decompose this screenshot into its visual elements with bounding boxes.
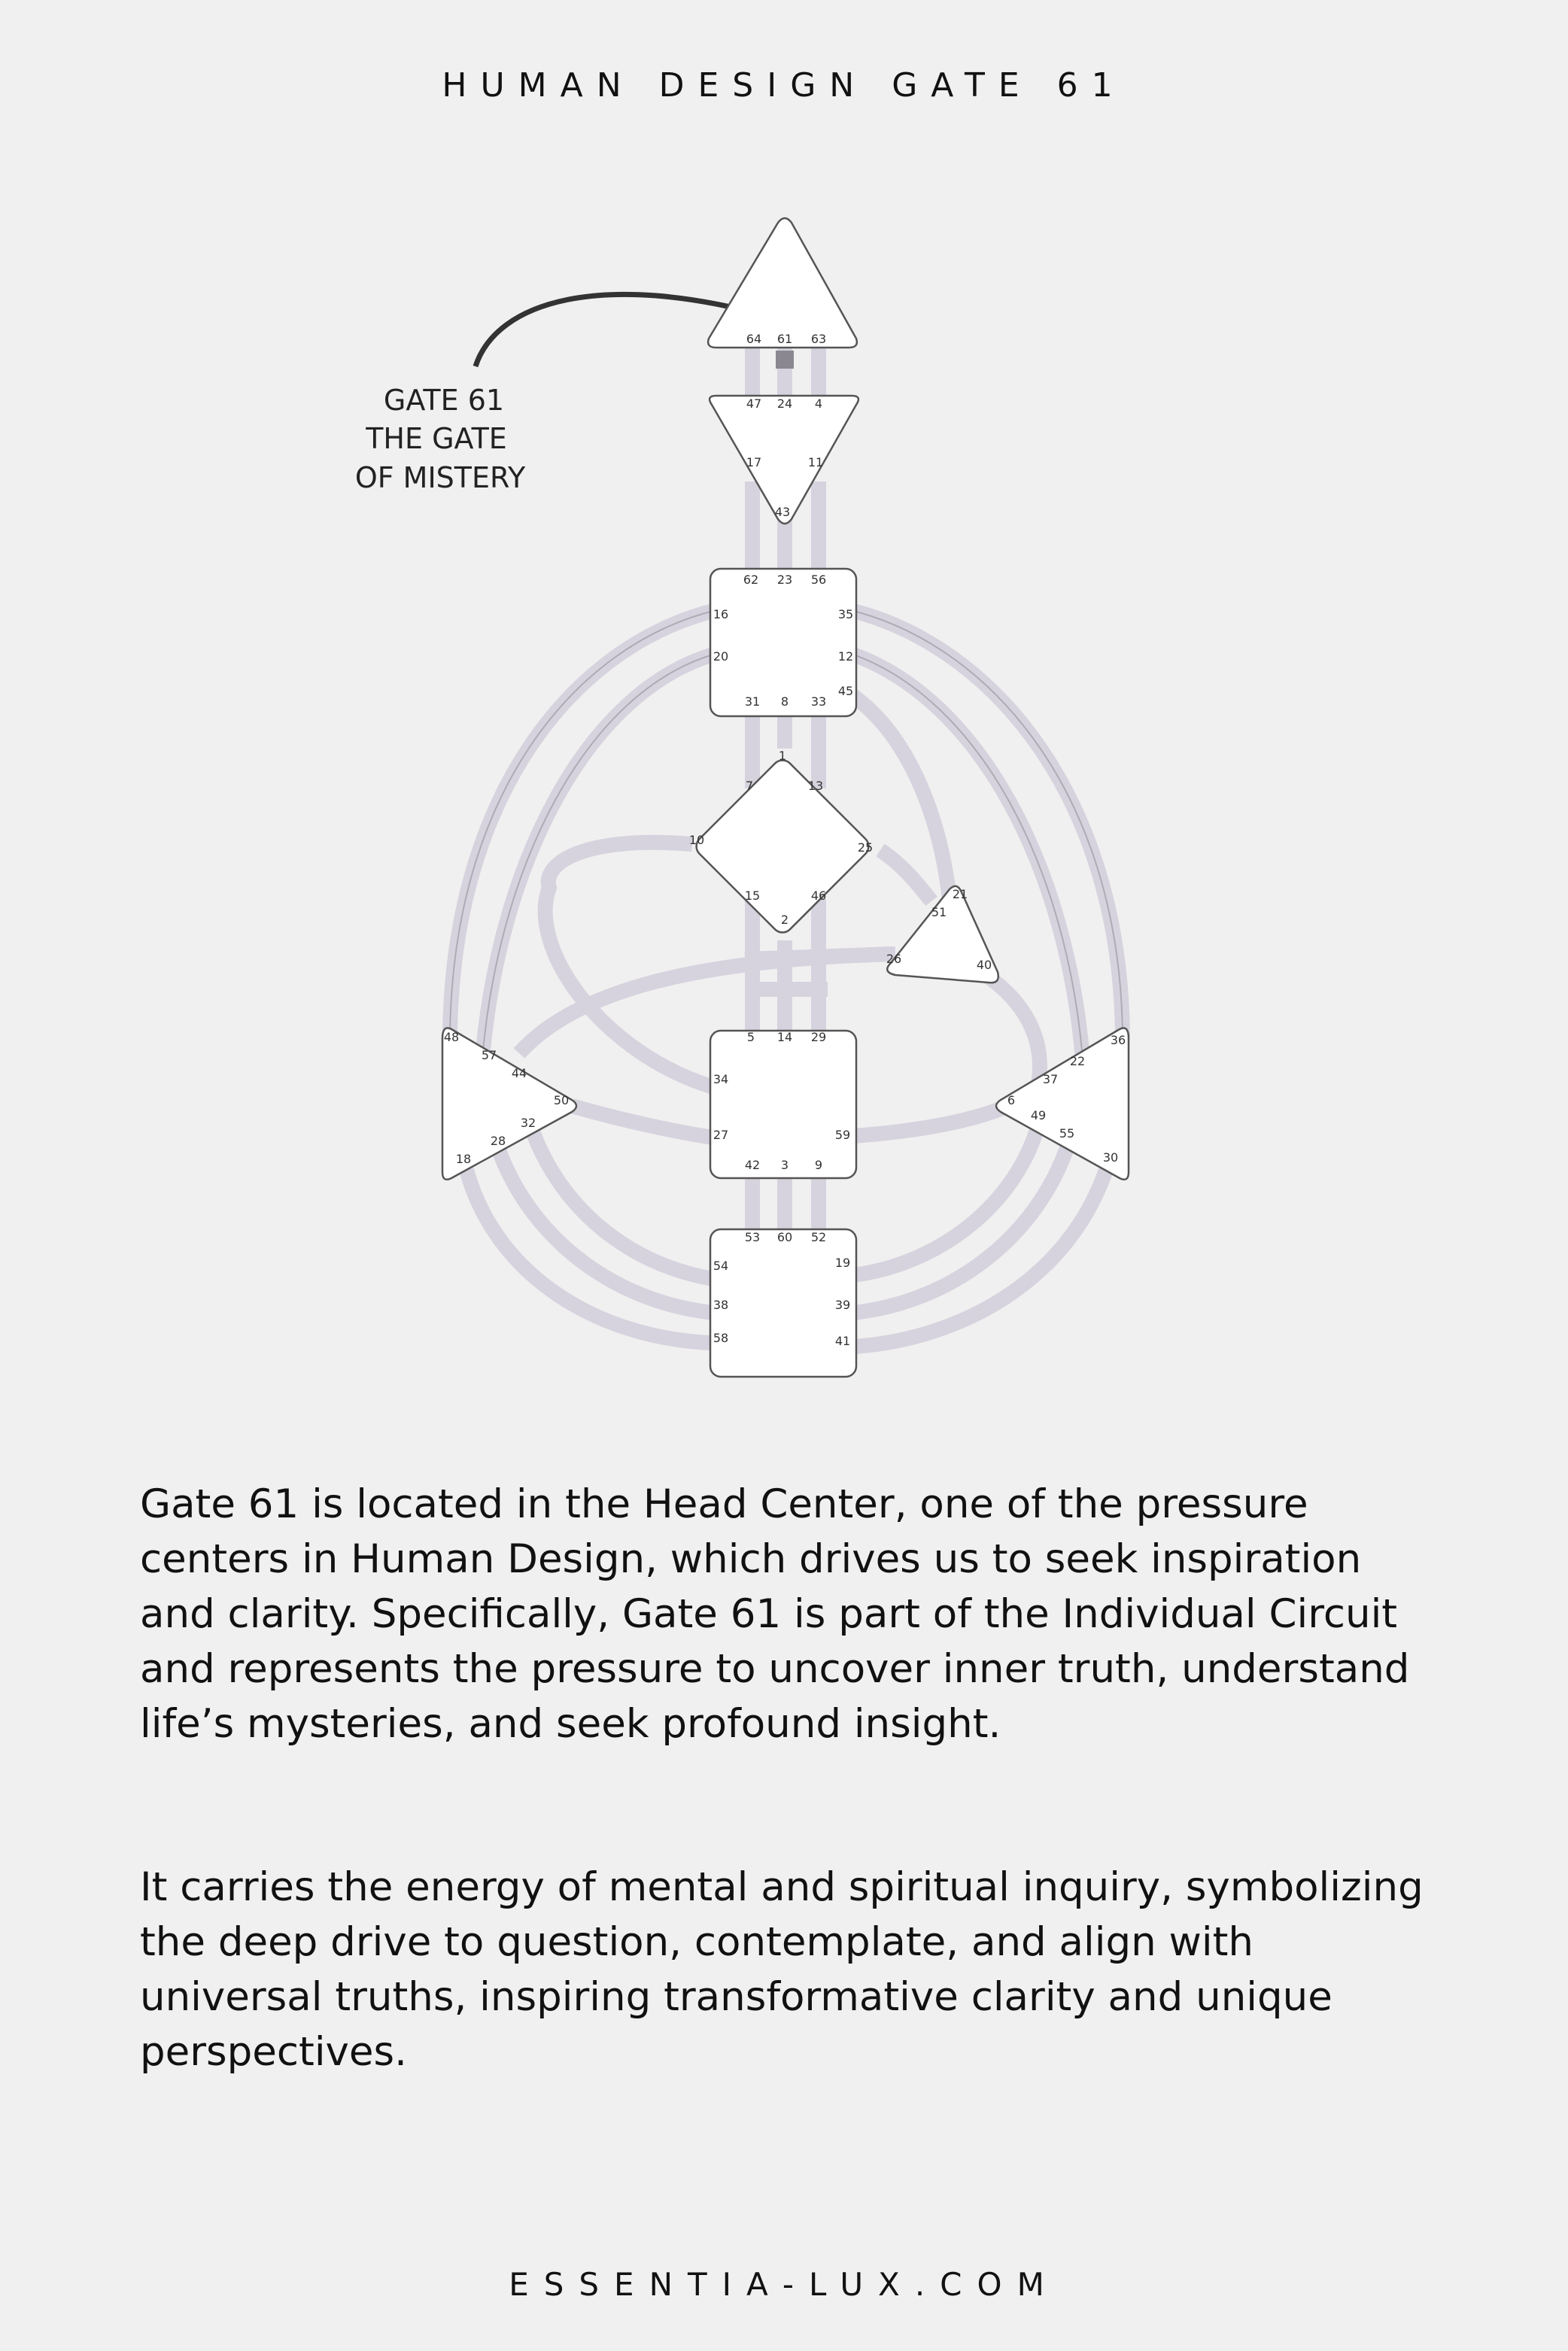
gate-number-5: 5 — [746, 1030, 755, 1044]
gate-number-62: 62 — [743, 573, 759, 587]
paragraph-2: It carries the energy of mental and spiritual inquiry, symbolizing the deep drive to question, contemplate, and align with universal truths, inspiring transformative clarity and unique perspectives. — [140, 1864, 1424, 2075]
gate-number-46: 46 — [810, 888, 827, 903]
gate-number-27: 27 — [713, 1128, 729, 1142]
gate-number-2: 2 — [780, 913, 789, 927]
gate-number-19: 19 — [834, 1256, 851, 1270]
gate-number-29: 29 — [810, 1030, 827, 1044]
footer-website: ESSENTIA-LUX.COM — [509, 2266, 1059, 2303]
gate-number-8: 8 — [780, 694, 789, 709]
gate-number-64: 64 — [746, 332, 762, 346]
paragraph-1: Gate 61 is located in the Head Center, one of the pressure centers in Human Design, which drives us to seek inspiration and clarity. Specifically, Gate 61 is part of the Individual Circuit and represents the pressure to uncover inner truth, understand life’s mysteries, and seek profound insight. — [140, 1481, 1410, 1747]
gate-number-39: 39 — [834, 1298, 851, 1312]
channel-10-34 — [545, 843, 713, 1087]
gate-number-51: 51 — [931, 905, 947, 919]
page-title: HUMAN DESIGN GATE 61 — [442, 66, 1126, 105]
gate-number-14: 14 — [776, 1030, 793, 1044]
gate-number-34: 34 — [713, 1072, 729, 1086]
channel-40-37 — [986, 975, 1040, 1083]
gate-number-58: 58 — [713, 1331, 729, 1345]
gate-number-57: 57 — [481, 1048, 497, 1062]
gate-number-59: 59 — [834, 1128, 851, 1142]
channel-25-51 — [880, 850, 931, 901]
channel-32-54 — [530, 1125, 713, 1279]
channel-49-19 — [853, 1125, 1038, 1275]
gate-61-highlight — [776, 351, 794, 369]
gate-number-26: 26 — [886, 952, 902, 966]
gate-number-15: 15 — [744, 888, 761, 903]
gate-number-38: 38 — [713, 1298, 729, 1312]
gate-number-20: 20 — [713, 649, 729, 664]
gate-number-30: 30 — [1102, 1150, 1119, 1165]
gate-number-37: 37 — [1042, 1072, 1059, 1086]
gate-number-24: 24 — [776, 396, 793, 411]
gate-number-42: 42 — [744, 1158, 761, 1172]
gate-number-52: 52 — [810, 1230, 827, 1244]
gate-number-47: 47 — [746, 396, 762, 411]
gate-number-10: 10 — [688, 833, 705, 847]
gate-number-13: 13 — [807, 779, 824, 793]
channel-50-27 — [572, 1106, 713, 1138]
callout-line-3: OF MISTERY — [354, 461, 526, 494]
gate-number-36: 36 — [1110, 1033, 1126, 1047]
gate-number-31: 31 — [744, 694, 761, 709]
gate-number-7: 7 — [745, 779, 754, 793]
gate-number-11: 11 — [807, 455, 824, 469]
gate-number-61: 61 — [776, 332, 793, 346]
gate-number-32: 32 — [520, 1116, 536, 1130]
gate-number-49: 49 — [1030, 1108, 1047, 1122]
gate-number-54: 54 — [713, 1259, 729, 1273]
gate-number-45: 45 — [837, 684, 854, 698]
callout-line-2: THE GATE — [366, 422, 507, 455]
head-center — [708, 218, 857, 348]
gate-number-55: 55 — [1059, 1126, 1075, 1141]
gate-number-22: 22 — [1069, 1054, 1086, 1068]
g-center — [692, 756, 873, 937]
gate-number-50: 50 — [553, 1093, 570, 1107]
gate-number-16: 16 — [713, 607, 729, 621]
gate-number-4: 4 — [814, 396, 823, 411]
gate-number-56: 56 — [810, 573, 827, 587]
gate-number-25: 25 — [857, 840, 874, 855]
gate-number-33: 33 — [810, 694, 827, 709]
channel-59-6 — [853, 1106, 1008, 1136]
gate-number-17: 17 — [746, 455, 762, 469]
gate-number-53: 53 — [744, 1230, 761, 1244]
gate-number-23: 23 — [776, 573, 793, 587]
gate-number-63: 63 — [810, 332, 827, 346]
gate-number-21: 21 — [952, 887, 968, 901]
gate-number-28: 28 — [490, 1134, 506, 1148]
channel-18-58 — [466, 1170, 713, 1343]
gate-number-18: 18 — [455, 1152, 472, 1166]
gate-number-9: 9 — [814, 1158, 823, 1172]
gate-number-3: 3 — [780, 1158, 789, 1172]
sacral-center — [710, 1031, 856, 1178]
gate-number-60: 60 — [776, 1230, 793, 1244]
gate-number-35: 35 — [837, 607, 854, 621]
gate-number-41: 41 — [834, 1334, 851, 1348]
gate-number-43: 43 — [774, 505, 791, 519]
gate-number-48: 48 — [443, 1030, 460, 1044]
gate-number-44: 44 — [511, 1066, 527, 1080]
gate-number-6: 6 — [1007, 1093, 1016, 1107]
callout-line-1: GATE 61 — [383, 384, 505, 417]
gate-number-12: 12 — [837, 649, 854, 664]
gate-number-1: 1 — [778, 749, 787, 763]
gate-number-40: 40 — [976, 958, 992, 972]
